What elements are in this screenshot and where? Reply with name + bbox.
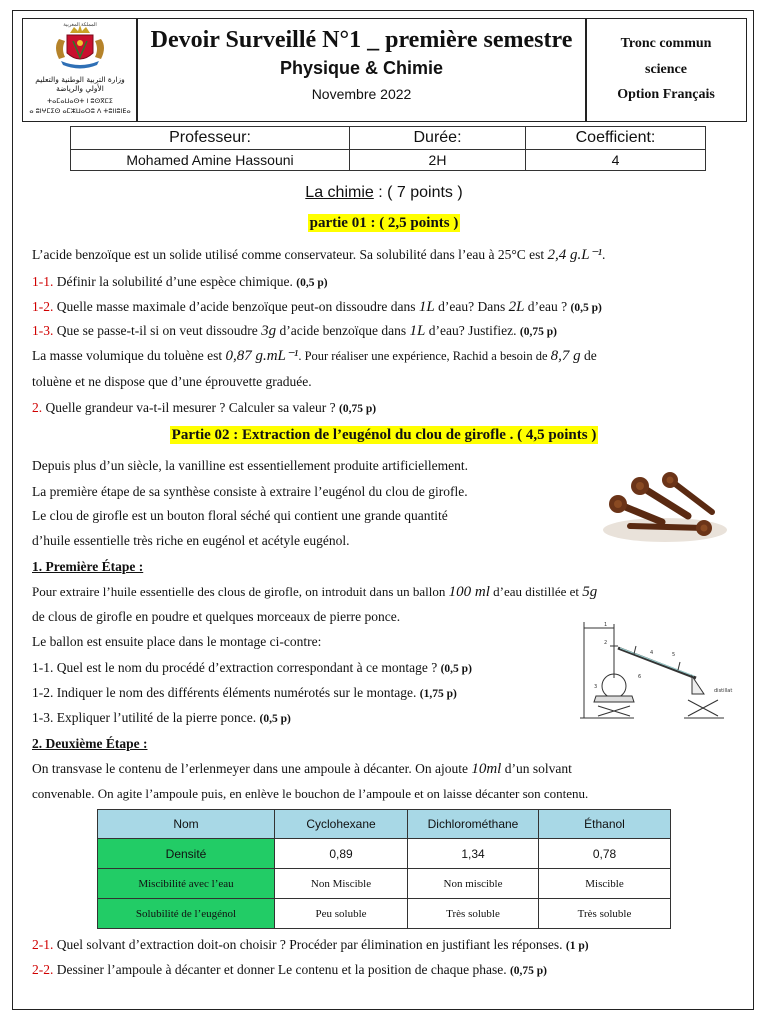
table-row: [98, 899, 671, 929]
question-2: [32, 400, 376, 417]
emblem-arabic-top: المملكة المغربية: [63, 23, 97, 28]
table-cell: 0,89: [275, 839, 408, 869]
col-header-cyclohexane: Cyclohexane: [275, 810, 408, 839]
etape1-line-1: [32, 584, 597, 600]
q11-points: (0,5 p): [296, 277, 328, 289]
toluene-math-2: 8,7 g: [550, 348, 581, 364]
col-header-nom: Nom: [98, 810, 275, 839]
intro-math: 2,4 g.L⁻¹: [547, 247, 603, 263]
table-cell: Très soluble: [408, 899, 539, 929]
partie2-para-4: d’huile essentielle très riche en eugénol et acétyle eugénol.: [32, 533, 350, 548]
etape2-line-1: [32, 761, 572, 777]
partie2-para-1: Depuis plus d’un siècle, la vanilline est essentiellement produite artificiellement.: [32, 458, 468, 473]
question-1-2: [32, 299, 602, 316]
table-cell: 0,78: [539, 839, 671, 869]
etape1-line-2: de clous de girofle en poudre et quelques morceaux de pierre ponce.: [32, 609, 401, 624]
svg-text:2: 2: [604, 640, 608, 646]
q13-text-a: Que se passe-t-il si on veut dissoudre: [53, 323, 262, 338]
q22-text: Dessiner l’ampoule à décanter et donner Le contenu et la position de chaque phase.: [53, 962, 510, 977]
q13-points: (0,75 p): [519, 326, 557, 338]
e2-math-1: 10ml: [471, 761, 502, 777]
table-row: [98, 839, 671, 869]
chimie-heading: [0, 184, 768, 202]
level-line-1: Tronc commun: [620, 36, 712, 51]
toluene-line-2: toluène et ne dispose que d’une éprouvette graduée.: [32, 374, 312, 389]
e1q3-text: 1-3. Expliquer l’utilité de la pierre ponce.: [32, 710, 260, 725]
level-box: [585, 18, 747, 122]
chimie-title: La chimie: [305, 184, 374, 201]
toluene-statement: [32, 348, 597, 364]
ministry-arabic: وزارة التربية الوطنية والتعليم الأولي والرياضة: [35, 75, 125, 93]
toluene-text-c: de: [580, 348, 597, 363]
svg-text:3: 3: [594, 684, 598, 690]
q21-points: (1 p): [565, 940, 589, 952]
coefficient-label: Coefficient:: [526, 127, 706, 150]
e2-text-a: On transvase le contenu de l’erlenmeyer dans une ampoule à décanter. On ajoute: [32, 761, 472, 776]
e1-text-a: Pour extraire l’huile essentielle des clous de girofle, on introduit dans un ballon: [32, 584, 449, 599]
title-box: [136, 18, 587, 122]
exam-title: Devoir Surveillé N°1 _ première semestre: [150, 27, 573, 53]
q12-math-2: 2L: [508, 299, 525, 315]
table-row: [98, 869, 671, 899]
q21-text: Quel solvant d’extraction doit-on choisir ? Procéder par élimination en justifiant les réponses.: [53, 937, 566, 952]
coefficient-value: 4: [526, 150, 706, 171]
q12-math-1: 1L: [418, 299, 435, 315]
question-1-3: [32, 323, 557, 340]
svg-text:6: 6: [638, 674, 642, 680]
distillat-label: distillat: [714, 688, 733, 694]
e1q3-points: (0,5 p): [259, 713, 291, 725]
exam-info-table: [70, 126, 706, 171]
subject-title: Physique & Chimie: [279, 58, 444, 78]
ministry-tifinagh-1: ⵜⴰⵎⴰⵡⴰⵙⵜ ⵏ ⵓⵙⴳⵎⵉ: [47, 97, 113, 105]
professeur-value: Mohamed Amine Hassouni: [71, 150, 350, 171]
distillation-apparatus-diagram: [574, 618, 750, 728]
q11-number: 1-1.: [32, 274, 54, 289]
e1q2-points: (1,75 p): [419, 688, 457, 700]
q11-text: Définir la solubilité d’une espèce chimique.: [53, 274, 297, 289]
q12-text-a: Quelle masse maximale d’acide benzoïque peut-on dissoudre dans: [53, 299, 419, 314]
etape2-title: 2. Deuxième Étape :: [32, 736, 148, 751]
q13-math-2: 1L: [409, 323, 426, 339]
col-header-dichloromethane: Dichlorométhane: [408, 810, 539, 839]
question-1-1: [32, 274, 328, 291]
table-cell: Très soluble: [539, 899, 671, 929]
q13-number: 1-3.: [32, 323, 54, 338]
q2-number: 2.: [32, 400, 43, 415]
e1-math-1: 100 ml: [448, 584, 490, 600]
q13-text-c: d’eau? Justifiez.: [425, 323, 520, 338]
table-cell: 1,34: [408, 839, 539, 869]
toluene-text-b: . Pour réaliser une expérience, Rachid a besoin de: [298, 349, 551, 363]
duree-label: Durée:: [350, 127, 526, 150]
q13-math-1: 3g: [261, 323, 277, 339]
question-e1-1: [32, 660, 472, 677]
col-header-ethanol: Éthanol: [539, 810, 671, 839]
svg-text:5: 5: [672, 652, 676, 658]
exam-date: Novembre 2022: [311, 86, 412, 102]
e1-math-2: 5g: [582, 584, 598, 600]
level-line-3: Option Français: [617, 87, 715, 102]
solvents-table-header: [98, 810, 671, 839]
q12-text-b: d’eau? Dans: [434, 299, 509, 314]
partie2-heading: [0, 426, 768, 444]
table-cell: Peu soluble: [275, 899, 408, 929]
e2-text-b: d’un solvant: [501, 761, 572, 776]
q12-text-c: d’eau ?: [524, 299, 571, 314]
etape1-title: 1. Première Étape :: [32, 559, 144, 574]
etape1-line-3: Le ballon est ensuite place dans le montage ci-contre:: [32, 634, 322, 649]
professeur-label: Professeur:: [71, 127, 350, 150]
chimie-points: : ( 7 points ): [373, 184, 463, 201]
duree-value: 2H: [350, 150, 526, 171]
solvents-table: [97, 809, 671, 929]
table-cell: Non miscible: [408, 869, 539, 899]
row-header-solubilite: Solubilité de l’eugénol: [98, 899, 275, 929]
svg-text:4: 4: [650, 650, 654, 656]
toluene-math-1: 0,87 g.mL⁻¹: [225, 348, 299, 364]
svg-text:1: 1: [604, 622, 608, 628]
ministry-tifinagh-2: ⴰ ⵓⵏⵖⵎⵉⵙ ⴰⵎⵣⵡⴰⵔⵓ ⴷ ⵜⵓⵏⵏⵓⵏⴹⴰ: [29, 107, 131, 115]
level-line-2: science: [645, 62, 687, 77]
emblem-box: [22, 18, 138, 122]
row-header-miscibilite: Miscibilité avec l’eau: [98, 869, 275, 899]
partie2-title: Partie 02 : Extraction de l’eugénol du clou de girofle . ( 4,5 points ): [171, 427, 597, 443]
e1q1-text: 1-1. Quel est le nom du procédé d’extraction correspondant à ce montage ?: [32, 660, 441, 675]
q12-points: (0,5 p): [570, 302, 602, 314]
etape2-heading: [32, 736, 147, 752]
question-e1-3: [32, 710, 291, 727]
etape1-heading: [32, 559, 143, 575]
row-header-densite: Densité: [98, 839, 275, 869]
benzoic-intro: [32, 247, 605, 263]
e1q2-text: 1-2. Indiquer le nom des différents éléments numérotés sur le montage.: [32, 685, 420, 700]
question-2-1: [32, 937, 589, 954]
intro-text: L’acide benzoïque est un solide utilisé comme conservateur. Sa solubilité dans l’eau à 25°C est: [32, 247, 548, 262]
partie1-title: partie 01 : ( 2,5 points ): [309, 215, 459, 231]
question-e1-2: [32, 685, 457, 702]
coat-of-arms-icon: [23, 19, 137, 121]
toluene-text-a: La masse volumique du toluène est: [32, 348, 226, 363]
partie1-heading: [0, 214, 768, 232]
q12-number: 1-2.: [32, 299, 54, 314]
table-cell: Miscible: [539, 869, 671, 899]
q2-points: (0,75 p): [339, 403, 377, 415]
etape2-line-2: convenable. On agite l’ampoule puis, en enlève le bouchon de l’ampoule et on laisse décanter son contenu.: [32, 786, 589, 801]
q22-number: 2-2.: [32, 962, 54, 977]
q13-text-b: d’acide benzoïque dans: [276, 323, 410, 338]
table-cell: Non Miscible: [275, 869, 408, 899]
partie2-para-3: Le clou de girofle est un bouton floral séché qui contient une grande quantité: [32, 508, 448, 523]
q2-text: Quelle grandeur va-t-il mesurer ? Calculer sa valeur ?: [42, 400, 339, 415]
q22-points: (0,75 p): [509, 965, 548, 977]
cloves-image: [600, 464, 730, 546]
e1-text-b: d’eau distillée et: [489, 584, 583, 599]
e1q1-points: (0,5 p): [440, 663, 472, 675]
partie2-para-2: La première étape de sa synthèse consiste à extraire l’eugénol du clou de girofle.: [32, 484, 468, 499]
intro-end: .: [602, 247, 606, 262]
q21-number: 2-1.: [32, 937, 54, 952]
question-2-2: [32, 962, 547, 979]
